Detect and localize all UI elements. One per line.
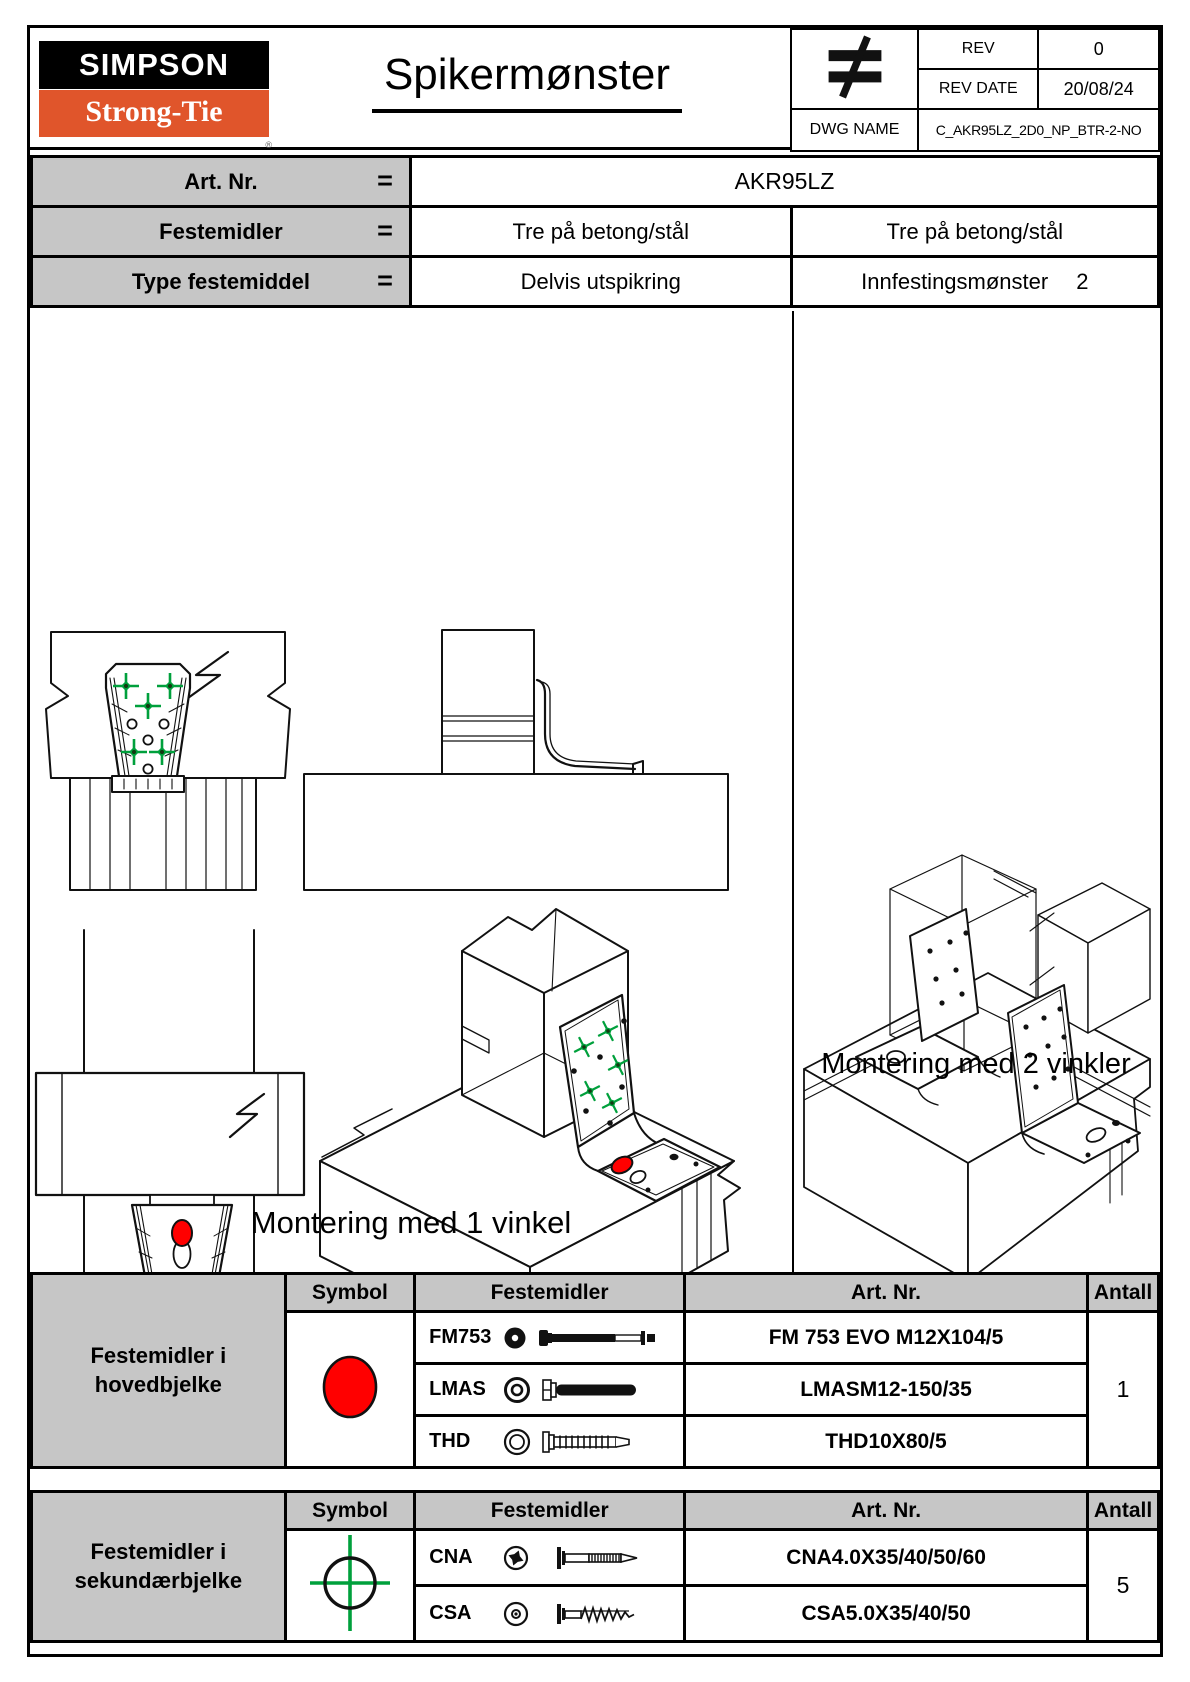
group-label-sekundaerbjelke: Festemidler i sekundærbjelke [32, 1492, 286, 1642]
cna-head-icon [503, 1545, 529, 1571]
art-nr-thd: THD10X80/5 [684, 1416, 1087, 1468]
fastener-code: LMAS [429, 1378, 486, 1400]
fastener-row-csa [415, 1586, 685, 1642]
fastener-row-thd [415, 1416, 685, 1468]
art-nr-cna: CNA4.0X35/40/50/60 [685, 1530, 1088, 1586]
lmas-bolt-icon [541, 1375, 651, 1405]
fastener-table-hovedbjelke [30, 1272, 1160, 1469]
group-label-hovedbjelke: Festemidler i hovedbjelke [32, 1274, 286, 1468]
rev-label: REV [918, 29, 1038, 69]
art-nr-label-cell [32, 157, 411, 207]
front-view-drawing [38, 626, 300, 898]
type-festemiddel-label-cell [32, 257, 411, 307]
symbol-crosshair-cell [285, 1530, 415, 1642]
col-header-symbol: Symbol [285, 1492, 415, 1530]
fm753-head-icon [503, 1326, 527, 1350]
equals-sign: = [377, 264, 393, 295]
fastener-row-fm753 [415, 1312, 685, 1364]
rev-date-label: REV DATE [918, 69, 1038, 109]
green-crosshair-icon [302, 1531, 398, 1635]
title-block [30, 28, 1160, 150]
symbol-red-dot-cell [285, 1312, 414, 1468]
registered-mark: ® [265, 140, 272, 150]
col-header-festemidler: Festemidler [415, 1274, 685, 1312]
col-header-antall: Antall [1088, 1274, 1159, 1312]
equals-sign: = [377, 214, 393, 245]
side-view-drawing [302, 626, 730, 898]
dwg-name-label: DWG NAME [791, 109, 918, 151]
rev-value: 0 [1038, 29, 1159, 69]
qty-sekundaerbjelke: 5 [1088, 1530, 1159, 1642]
caption-2-vinkler: Montering med 2 vinkler [821, 1048, 1131, 1080]
fastener-code: CSA [429, 1602, 472, 1624]
festemidler-value-2: Tre på betong/stål [791, 207, 1158, 257]
panel-divider [792, 311, 794, 1272]
innfestingsmonster-cell [791, 257, 1158, 307]
fastener-code: CNA [429, 1546, 473, 1568]
lmas-head-icon [503, 1376, 531, 1404]
drawing-area [30, 311, 1160, 1272]
article-info-table [30, 155, 1160, 308]
col-header-art-nr: Art. Nr. [685, 1492, 1088, 1530]
fastener-code: THD [429, 1430, 471, 1452]
innfestingsmonster-value: 2 [1076, 268, 1089, 294]
type-festemiddel-label: Type festemiddel [131, 268, 310, 294]
simpson-strongtie-logo [39, 41, 272, 150]
equals-sign: = [377, 164, 393, 195]
dwg-name-value: C_AKR95LZ_2D0_NP_BTR-2-NO [918, 109, 1159, 151]
art-nr-label: Art. Nr. [184, 168, 258, 194]
csa-head-icon [503, 1601, 529, 1627]
logo-simpson-text: SIMPSON [39, 41, 269, 89]
isometric-2-brackets-drawing [798, 851, 1158, 1321]
fastener-code: FM753 [429, 1326, 492, 1348]
csa-screw-icon [555, 1599, 675, 1629]
caption-1-vinkel: Montering med 1 vinkel [250, 1205, 572, 1240]
col-header-antall: Antall [1088, 1492, 1159, 1530]
not-equal-icon [818, 34, 892, 100]
page-title [268, 50, 786, 113]
festemidler-value-1: Tre på betong/stål [410, 207, 791, 257]
col-header-symbol: Symbol [285, 1274, 414, 1312]
thd-screw-icon [541, 1427, 651, 1457]
festemidler-label-cell [32, 207, 411, 257]
red-dot-icon [317, 1351, 383, 1423]
rev-date-value: 20/08/24 [1038, 69, 1159, 109]
innfestingsmonster-label: Innfestingsmønster [861, 268, 1049, 294]
not-equal-symbol-cell [791, 29, 918, 109]
fastener-table-sekundaerbjelke [30, 1490, 1160, 1643]
thd-head-icon [503, 1428, 531, 1456]
festemidler-label: Festemidler [159, 218, 283, 244]
art-nr-lmas: LMASM12-150/35 [684, 1364, 1087, 1416]
type-festemiddel-value: Delvis utspikring [410, 257, 791, 307]
art-nr-csa: CSA5.0X35/40/50 [685, 1586, 1088, 1642]
fm753-bolt-icon [537, 1323, 663, 1353]
sheet-frame [27, 25, 1163, 1657]
cna-nail-icon [555, 1543, 671, 1573]
fastener-row-lmas [415, 1364, 685, 1416]
col-header-festemidler: Festemidler [415, 1492, 685, 1530]
fastener-row-cna [415, 1530, 685, 1586]
qty-hovedbjelke: 1 [1088, 1312, 1159, 1468]
logo-strongtie-text: Strong-Tie [39, 90, 269, 137]
drawing-title: Spikermønster [372, 50, 682, 113]
revision-table [790, 28, 1160, 152]
art-nr-fm753: FM 753 EVO M12X104/5 [684, 1312, 1087, 1364]
art-nr-value: AKR95LZ [410, 157, 1158, 207]
col-header-art-nr: Art. Nr. [684, 1274, 1087, 1312]
